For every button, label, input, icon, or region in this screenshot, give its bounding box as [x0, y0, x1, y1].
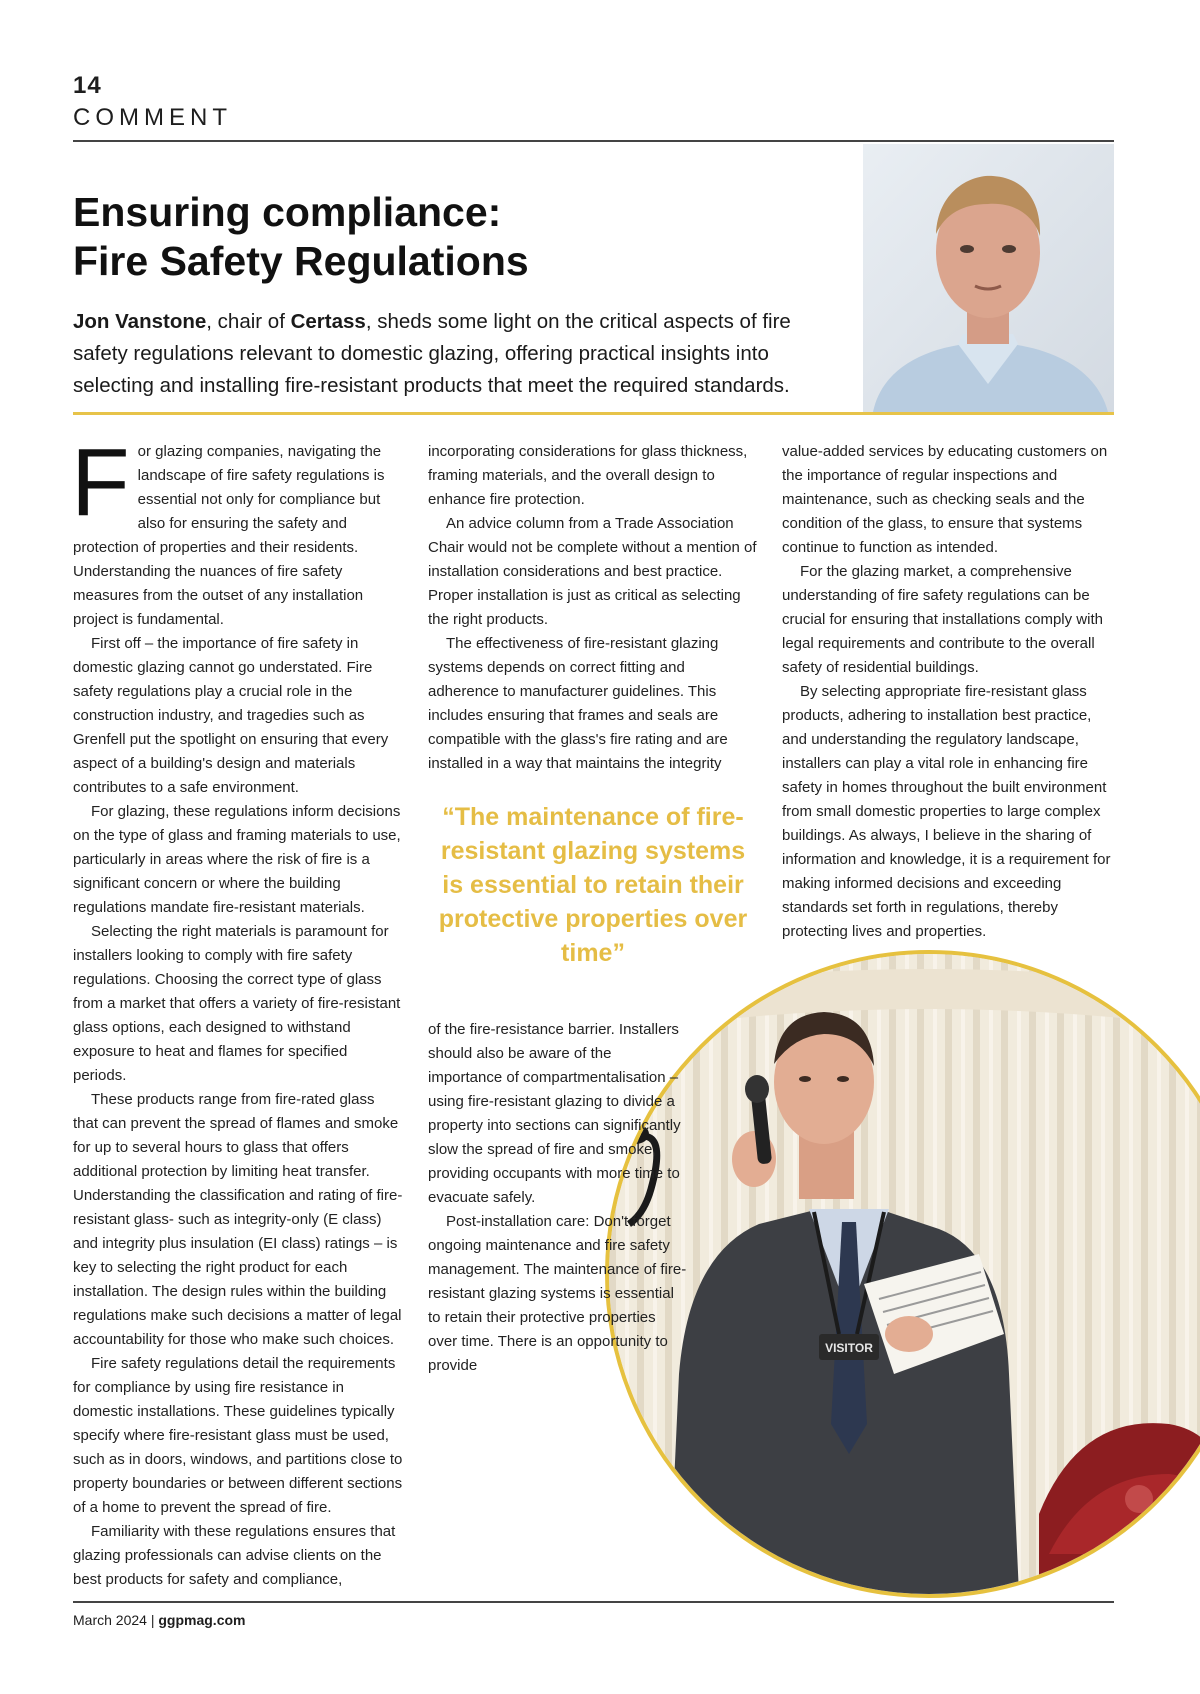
author-name: Jon Vanstone [73, 310, 207, 333]
page-number: 14 [73, 72, 102, 99]
paragraph: value-added services by educating customers on the importance of regular inspections and maintenance, such as checking seals and the condition of the glass, to ensure that systems continue to function as intended. [782, 443, 1108, 556]
title-line-2: Fire Safety Regulations [73, 238, 529, 284]
column-2-bottom [428, 1018, 688, 1378]
visitor-badge: VISITOR [825, 1341, 873, 1355]
section-label: COMMENT [73, 104, 232, 131]
standfirst [73, 306, 813, 402]
column-3 [782, 440, 1114, 944]
paragraph: The effectiveness of fire-resistant glazing systems depends on correct fitting and adherence to manufacturer guidelines. This includes ensuring that frames and seals are compatible with the glass's fire rating and are installed in a way that maintains the integrity [428, 635, 728, 772]
paragraph: Selecting the right materials is paramount for installers looking to comply with fire safety regulations. Choosing the correct type of glass from a market that offers a variety of fire-resistant glass options, each designed to withstand exposure to heat and flames for specified periods. [73, 923, 401, 1084]
paragraph: incorporating considerations for glass thickness, framing materials, and the overall design to enhance fire protection. [428, 443, 748, 508]
drop-cap: F [71, 429, 130, 536]
paragraph: Post-installation care: Don't forget ongoing maintenance and fire safety management. The maintenance of fire-resistant glazing systems is essential to retain their protective properties over time. There is an opportunity to provide [428, 1213, 687, 1374]
issue-date: March 2024 [73, 1612, 147, 1628]
pull-quote: “The maintenance of fire-resistant glazing systems is essential to retain their protective properties over time” [438, 803, 748, 967]
paragraph: These products range from fire-rated glass that can prevent the spread of flames and smoke for up to several hours to glass that offers additional protection by limiting heat transfer. Understanding the classification and rating of fire-resistant glass- such as integrity-only (E class) and integrity plus insulation (EI class) ratings – is key to selecting the right product for each installation. The design rules within the building regulations make such decisions a matter of legal accountability for those who make such choices. [73, 1091, 403, 1348]
top-rule [73, 140, 1114, 142]
standfirst-rest: , sheds some light on the critical aspects of fire safety regulations relevant to domestic glazing, offering practical insights into selecting and installing fire-resistant products that meet the required standards. [73, 310, 791, 397]
title-line-1: Ensuring compliance: [73, 189, 502, 235]
paragraph: For the glazing market, a comprehensive understanding of fire safety regulations can be crucial for ensuring that installations comply with legal requirements and contribute to the overall safety of residential buildings. [782, 563, 1103, 676]
speaker-illustration [609, 954, 1200, 1594]
speaker-photo [605, 950, 1200, 1598]
footer [73, 1612, 245, 1628]
author-portrait [863, 144, 1114, 412]
column-1 [71, 429, 403, 1592]
article-title [73, 188, 833, 286]
paragraph: An advice column from a Trade Association Chair would not be complete without a mention of installation considerations and best practice. Proper installation is just as critical as selecting the right products. [428, 515, 757, 628]
paragraph: Fire safety regulations detail the requirements for compliance by using fire resistance in domestic installations. These guidelines typically specify where fire-resistant glass must be used, such as in doors, windows, and partitions close to property boundaries or between different sections of a home to prevent the spread of fire. [73, 1355, 403, 1516]
gold-divider [73, 412, 1114, 415]
paragraph: By selecting appropriate fire-resistant glass products, adhering to installation best practice, and understanding the regulatory landscape, installers can play a vital role in enhancing fire safety in homes throughout the built environment from small domestic properties to large complex buildings. As always, I believe in the sharing of information and knowledge, it is a requirement for making informed decisions and exceeding standards set forth in regulations, thereby protecting lives and properties. [782, 683, 1111, 940]
column-2-top [428, 440, 758, 776]
bottom-rule [73, 1601, 1114, 1603]
standfirst-mid: , chair of [206, 310, 291, 333]
paragraph: or glazing companies, navigating the landscape of fire safety regulations is essential not only for compliance but also for ensuring the safety and protection of properties and their residents. Understanding the nuances of fire safety measures from the outset of any installation project is fundamental. [73, 443, 385, 628]
paragraph: of the fire-resistance barrier. Installers should also be aware of the importance of compartmentalisation – using fire-resistant glazing to divide a property into sections can significantly slow the spread of fire and smoke, providing occupants with more time to evacuate safely. [428, 1021, 681, 1206]
org-name: Certass [290, 310, 366, 333]
paragraph: First off – the importance of fire safety in domestic glazing cannot go understated. Fire safety regulations play a crucial role in the construction industry, and tragedies such as Grenfell put the spotlight on ensuring that every aspect of a building's design and materials contributes to a safe environment. [73, 635, 389, 796]
footer-separator: | [146, 1612, 159, 1628]
paragraph: For glazing, these regulations inform decisions on the type of glass and framing materials to use, particularly in areas where the risk of fire is a significant concern or where the building regulations mandate fire-resistant materials. [73, 803, 401, 916]
portrait-illustration [863, 144, 1114, 412]
site-link[interactable]: ggpmag.com [158, 1612, 246, 1628]
paragraph: Familiarity with these regulations ensures that glazing professionals can advise clients on the best products for safety and compliance, [73, 1523, 396, 1588]
